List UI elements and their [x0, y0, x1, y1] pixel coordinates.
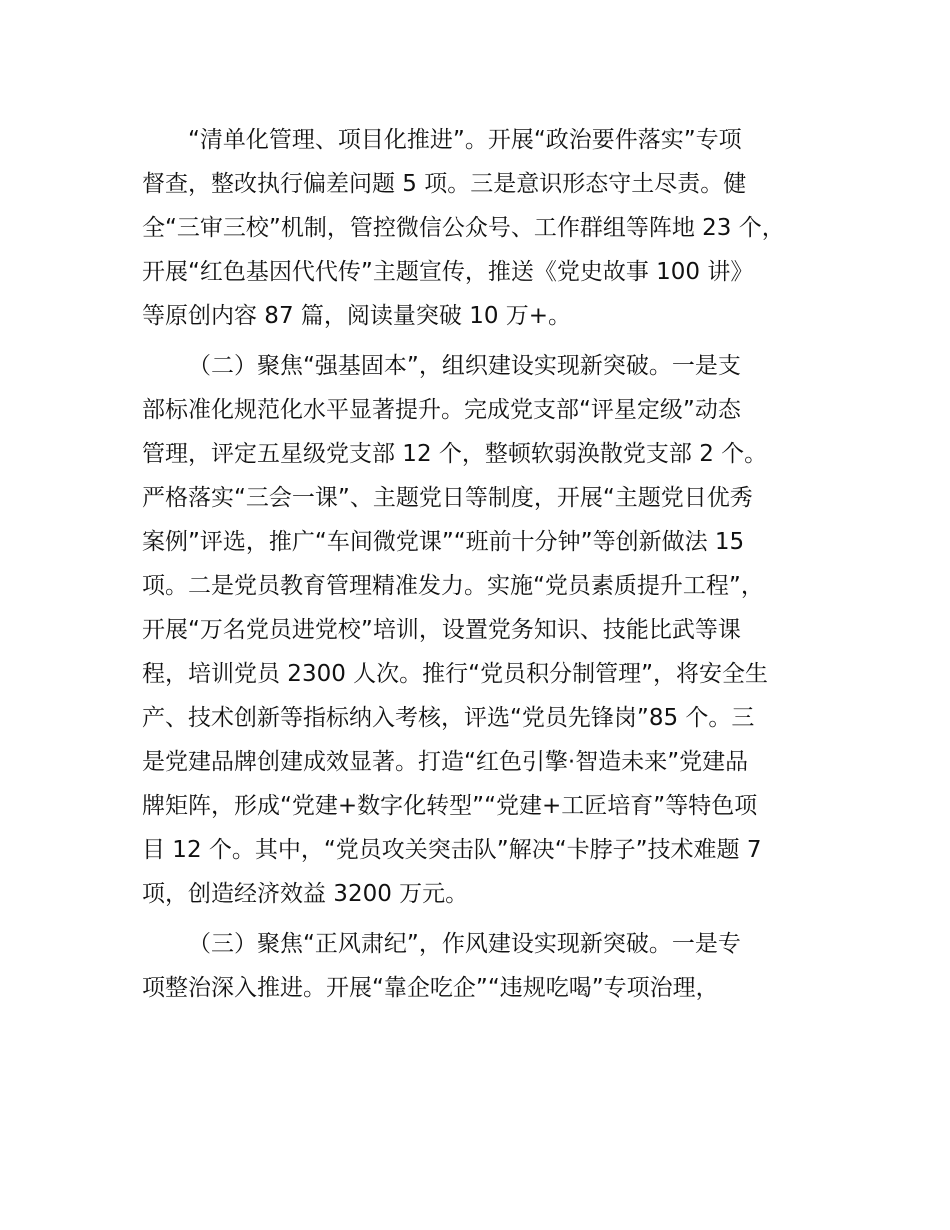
document-body — [142, 118, 832, 1010]
text-line: 程，培训党员 2300 人次。推行“党员积分制管理”，将安全生 — [142, 661, 768, 687]
text-line: 开展“红色基因代代传”主题宣传，推送《党史故事 100 讲》 — [142, 259, 754, 285]
text-line: 项，创造经济效益 3200 万元。 — [142, 881, 469, 907]
paragraph-2 — [142, 344, 832, 916]
text-line: （三）聚焦“正风肃纪”，作风建设实现新突破。一是专 — [188, 931, 741, 957]
text-line: （二）聚焦“强基固本”，组织建设实现新突破。一是支 — [188, 353, 741, 379]
text-line: 案例”评选，推广“车间微党课”“班前十分钟”等创新做法 15 — [142, 529, 745, 555]
text-line: 产、技术创新等指标纳入考核，评选“党员先锋岗”85 个。三 — [142, 705, 755, 731]
text-line: 管理，评定五星级党支部 12 个，整顿软弱涣散党支部 2 个。 — [142, 441, 768, 467]
text-line: 督查，整改执行偏差问题 5 项。三是意识形态守土尽责。健 — [142, 171, 747, 197]
text-line: “清单化管理、项目化推进”。开展“政治要件落实”专项 — [188, 127, 742, 153]
text-line: 部标准化规范化水平显著提升。完成党支部“评星定级”动态 — [142, 397, 741, 423]
paragraph-3 — [142, 922, 832, 1010]
text-line: 严格落实“三会一课”、主题党日等制度，开展“主题党日优秀 — [142, 485, 753, 511]
text-line: 项整治深入推进。开展“靠企吃企”“违规吃喝”专项治理， — [142, 975, 719, 1001]
paragraph-1 — [142, 118, 832, 338]
text-line: 是党建品牌创建成效显著。打造“红色引擎·智造未来”党建品 — [142, 749, 749, 775]
text-line: 项。二是党员教育管理精准发力。实施“党员素质提升工程”， — [142, 573, 764, 599]
text-line: 目 12 个。其中，“党员攻关突击队”解决“卡脖子”技术难题 7 — [142, 837, 762, 863]
text-line: 等原创内容 87 篇，阅读量突破 10 万+。 — [142, 303, 572, 329]
text-line: 开展“万名党员进党校”培训，设置党务知识、技能比武等课 — [142, 617, 741, 643]
text-line: 全“三审三校”机制，管控微信公众号、工作群组等阵地 23 个， — [142, 215, 785, 241]
text-line: 牌矩阵，形成“党建+数字化转型”“党建+工匠培育”等特色项 — [142, 793, 758, 819]
